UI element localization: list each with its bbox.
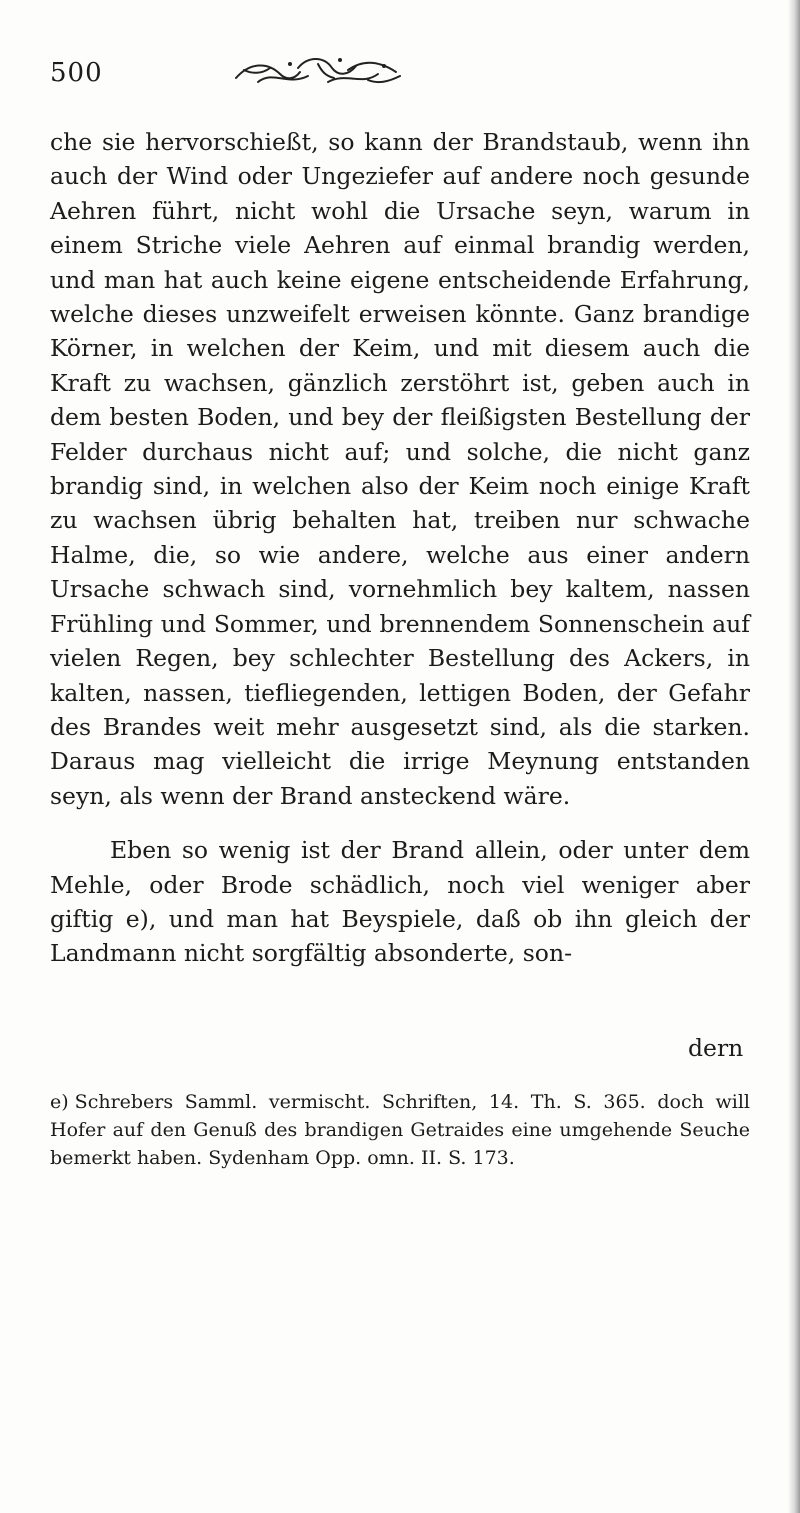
page-header [50,52,750,102]
body-text [50,125,750,971]
paragraph-1: che sie hervorschießt, so kann der Brandstaub, wenn ihn auch der Wind oder Ungeziefer auf andere noch gesunde Aehren führt, nicht wohl die Ursache seyn, warum in einem Striche viele Aehren auf einmal brandig werden, und man hat auch keine eigene entscheidende Erfahrung, welche dieses unzweifelt erweisen könnte. Ganz brandige Körner, in welchen der Keim, und mit diesem auch die Kraft zu wachsen, gänzlich zerstöhrt ist, geben auch in dem besten Boden, und bey der fleißigsten Bestellung der Felder durchaus nicht auf; und solche, die nicht ganz brandig sind, in welchen also der Keim noch einige Kraft zu wachsen übrig behalten hat, treiben nur schwache Halme, die, so wie andere, welche aus einer andern Ursache schwach sind, vornehmlich bey kaltem, nassen Frühling und Sommer, und brennendem Sonnenschein auf vielen Regen, bey schlechter Bestellung des Ackers, in kalten, nassen, tiefliegenden, lettigen Boden, der Gefahr des Brandes weit mehr ausgesetzt sind, als die starken. Daraus mag vielleicht die irrige Meynung entstanden seyn, als wenn der Brand ansteckend wäre. [50,128,750,810]
page-edge-shadow [788,0,800,1513]
header-ornament-icon [228,52,408,92]
catchword: dern [688,1034,744,1062]
paragraph-2: Eben so wenig ist der Brand allein, oder unter dem Mehle, oder Brode schädlich, noch viel weniger aber giftig e), und man hat Beyspiele, daß ob ihn gleich der Landmann nicht sorgfältig absonderte, son- [50,836,750,968]
footnote [50,1088,750,1172]
footnote-text: Schrebers Samml. vermischt. Schriften, 14. Th. S. 365. doch will Hofer auf den Genuß des brandigen Getraides eine umgehende Seuche bemerkt haben. Sydenham Opp. omn. II. S. 173. [50,1091,750,1169]
footnote-marker: e) [50,1091,69,1113]
page-number: 500 [50,58,103,88]
